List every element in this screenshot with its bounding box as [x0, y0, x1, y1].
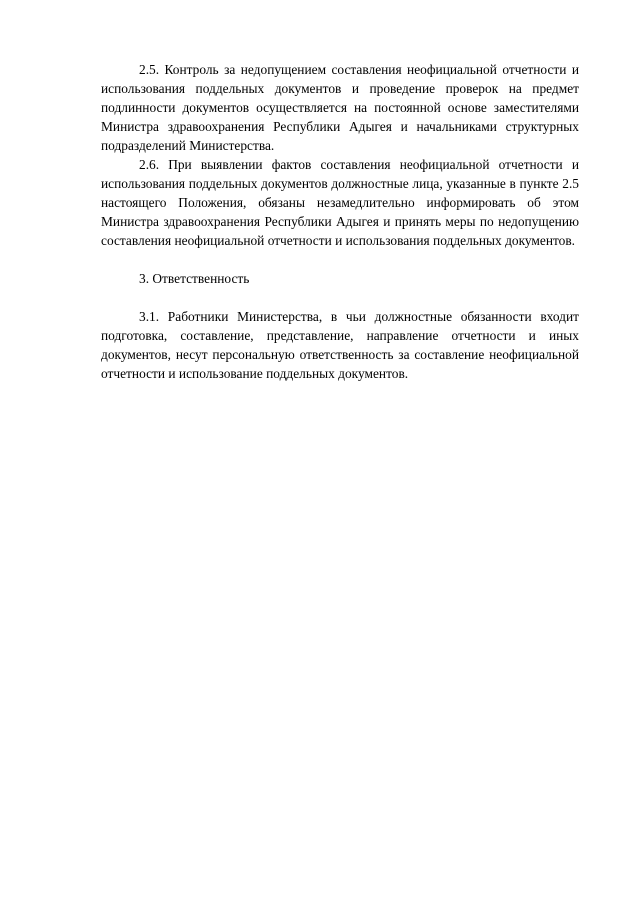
- paragraph-2-6: 2.6. При выявлении фактов составления неофициальной отчетности и использования поддельных документов должностные лица, указанные в пункте 2.5 настоящего Положения, обязаны незамедлительно информировать об этом Министра здравоохранения Республики Адыгея и принять меры по недопущению составления неофициальной отчетности и использования поддельных документов.: [101, 157, 579, 248]
- section-3-heading: 3. Ответственность: [139, 271, 250, 286]
- spacer: [101, 288, 579, 307]
- spacer: [101, 250, 579, 269]
- document-body: [101, 60, 579, 383]
- paragraph-3-1: 3.1. Работники Министерства, в чьи должностные обязанности входит подготовка, составление, представление, направление отчетности и иных документов, несут персональную ответственность за составление неофициальной отчетности и использование поддельных документов.: [101, 309, 579, 381]
- paragraph-2-5: 2.5. Контроль за недопущением составления неофициальной отчетности и использования поддельных документов и проведение проверок на предмет подлинности документов осуществляется на постоянной основе заместителями Министра здравоохранения Республики Адыгея и начальниками структурных подразделений Министерства.: [101, 62, 579, 153]
